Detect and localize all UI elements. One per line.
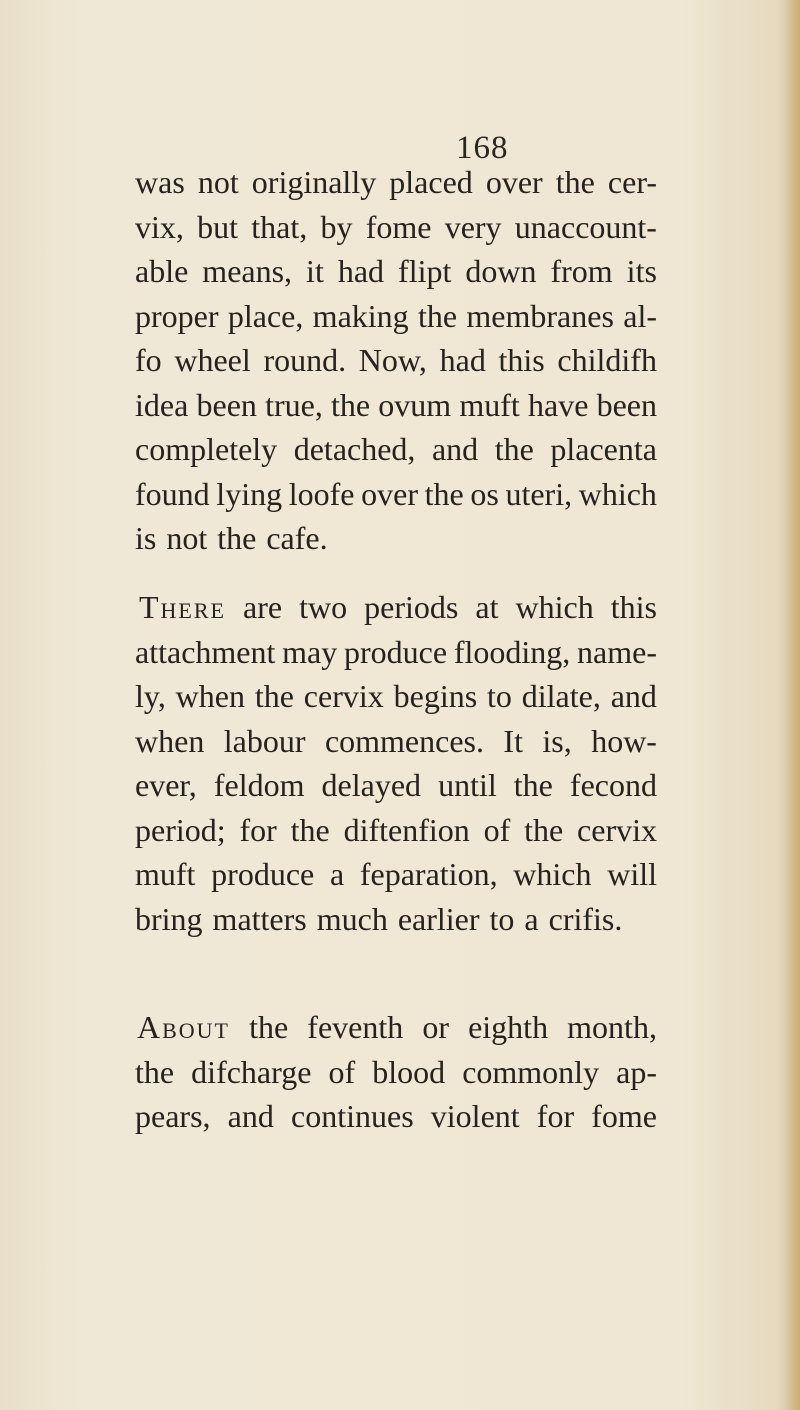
word: completely [135, 431, 278, 467]
text-line [135, 516, 657, 561]
word: About [137, 1009, 230, 1045]
text-line [135, 630, 657, 675]
word: cervix [577, 811, 657, 848]
text-line [135, 160, 657, 205]
word: detached, [293, 431, 416, 467]
word: childifh [557, 342, 657, 378]
word: had [439, 342, 486, 378]
word: continues [291, 1098, 414, 1134]
page-edge-stain [786, 0, 800, 1410]
word: round. [263, 342, 347, 378]
word: of [328, 1053, 356, 1090]
word: violent [430, 1098, 520, 1134]
text-line [135, 852, 657, 897]
word: lying [216, 475, 283, 512]
word: uteri, [505, 475, 573, 512]
word: periods [364, 589, 459, 625]
page-number: 168 [456, 130, 509, 166]
word: al- [623, 297, 657, 334]
word: to [487, 678, 512, 714]
word: pears, [135, 1098, 211, 1134]
word: the [135, 1053, 175, 1090]
word: and [431, 431, 479, 467]
word: cervix [303, 678, 384, 714]
word: commences. [324, 722, 484, 759]
word: vix, [135, 208, 184, 245]
word: a [329, 856, 345, 892]
word: flooding, [453, 633, 571, 670]
word: fo [135, 342, 162, 378]
word: unaccount- [514, 208, 657, 245]
word: os [470, 475, 499, 512]
text-line [135, 1050, 657, 1095]
word: commonly [462, 1053, 600, 1090]
word: the [331, 386, 371, 423]
word: true, [265, 386, 323, 423]
word: loofe [288, 475, 355, 512]
text-line [135, 249, 657, 294]
word: difcharge [191, 1053, 312, 1090]
text-line [135, 585, 657, 630]
word: a [524, 900, 539, 937]
word: diftenfion [343, 811, 470, 848]
word: attachment [135, 633, 276, 670]
word: are [243, 589, 283, 625]
word: the [513, 767, 553, 803]
word: ly, [135, 678, 166, 714]
text-line [135, 294, 657, 339]
word: It [503, 722, 523, 759]
word: flipt [398, 253, 452, 289]
word: and [610, 678, 657, 714]
paragraph-2 [135, 585, 657, 941]
word: how- [591, 722, 657, 759]
word: the [555, 164, 595, 200]
paragraph-1 [135, 160, 657, 561]
word: means, [202, 253, 293, 289]
word: delayed [321, 767, 422, 803]
word: ap- [616, 1053, 657, 1090]
word: ever, [135, 767, 197, 803]
word: feparation, [359, 856, 498, 892]
word: from [550, 253, 613, 289]
word: was [135, 164, 185, 200]
word: and [227, 1098, 274, 1134]
word: month, [567, 1009, 657, 1045]
word: name- [577, 633, 657, 670]
word: two [299, 589, 348, 625]
word: which [513, 856, 592, 892]
word: very [444, 208, 502, 245]
word: placed [389, 164, 473, 200]
word: have [528, 386, 589, 423]
text-line [135, 719, 657, 764]
word: been [196, 386, 257, 423]
word: blood [372, 1053, 446, 1090]
word: over [361, 475, 418, 512]
word: been [596, 386, 657, 423]
word: at [475, 589, 499, 625]
word: period; [135, 811, 226, 848]
word: begins [393, 678, 478, 714]
word: is, [542, 722, 572, 759]
word: earlier [397, 900, 480, 937]
word: eighth [468, 1009, 549, 1045]
text-line [135, 897, 657, 942]
word: down [465, 253, 537, 289]
word: the [424, 475, 464, 512]
word: which [515, 589, 594, 625]
word: cafe. [266, 520, 328, 556]
word: wheel [174, 342, 251, 378]
word: the [417, 297, 458, 334]
word: not [166, 520, 208, 556]
word: cer- [607, 164, 657, 200]
word: labour [223, 722, 306, 759]
word: the [290, 811, 330, 848]
word: membranes [466, 297, 614, 334]
word: feldom [213, 767, 305, 803]
word: is [135, 520, 157, 556]
word: bring [135, 900, 203, 937]
word: when [135, 722, 205, 759]
word: fome [591, 1098, 657, 1134]
text-line [135, 1005, 657, 1050]
word: of [483, 811, 511, 848]
text-line [135, 205, 657, 250]
word: its [626, 253, 657, 289]
word: over [485, 164, 543, 200]
word: dilate, [521, 678, 601, 714]
text-line [135, 1094, 657, 1139]
word: or [422, 1009, 449, 1045]
word: the [249, 1009, 289, 1045]
text-line [135, 383, 657, 428]
word: for [239, 811, 277, 848]
word: which [578, 475, 657, 512]
word: will [607, 856, 657, 892]
paragraph-3 [135, 1005, 657, 1139]
word: Now, [358, 342, 427, 378]
word: produce [211, 856, 315, 892]
word: the [494, 431, 534, 467]
word: by [320, 208, 353, 245]
word: proper [135, 297, 219, 334]
word: until [438, 767, 497, 803]
text-line [135, 472, 657, 517]
word: crifis. [548, 900, 623, 937]
text-line [135, 674, 657, 719]
word: found [135, 475, 210, 512]
word: originally [251, 164, 377, 200]
word: not [197, 164, 239, 200]
word: fecond [569, 767, 657, 803]
word: feventh [307, 1009, 404, 1045]
word: the [254, 678, 294, 714]
word: this [610, 589, 657, 625]
word: placenta [550, 431, 657, 467]
word: it [306, 253, 324, 289]
word: the [524, 811, 564, 848]
word: muft [459, 386, 520, 423]
word: had [337, 253, 385, 289]
word: to [489, 900, 515, 937]
word: the [217, 520, 257, 556]
word: able [135, 253, 189, 289]
word: ovum [378, 386, 452, 423]
text-line [135, 427, 657, 472]
word: matters [212, 900, 307, 937]
word: for [536, 1098, 575, 1134]
text-line [135, 808, 657, 853]
text-line [135, 338, 657, 383]
word: fome [365, 208, 432, 245]
word: but [197, 208, 239, 245]
word: making [312, 297, 409, 334]
text-line [135, 763, 657, 808]
word: idea [135, 386, 189, 423]
word: that, [251, 208, 308, 245]
word: place, [227, 297, 304, 334]
word: muft [135, 856, 196, 892]
word: There [139, 589, 226, 625]
word: much [316, 900, 388, 937]
word: when [175, 678, 245, 714]
word: produce [344, 633, 448, 670]
word: this [498, 342, 545, 378]
word: may [282, 633, 338, 670]
